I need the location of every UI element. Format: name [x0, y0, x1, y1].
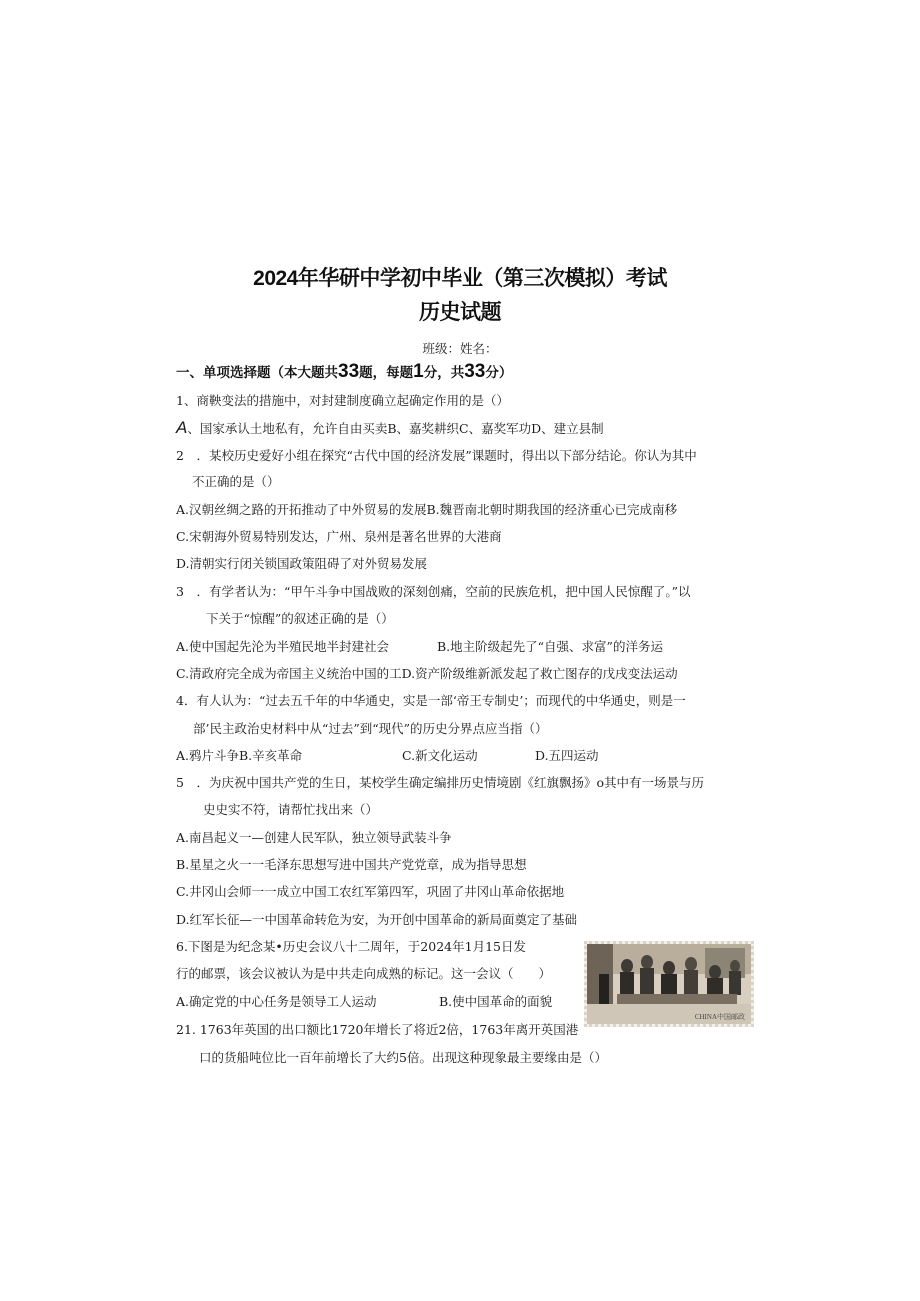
exam-title: 2024年华研中学初中毕业（第三次模拟）考试 [253, 267, 667, 290]
q5-option-a: A.南昌起义一—创建人民军队，独立领导武装斗争 [176, 830, 452, 845]
stamp-caption: CHINA中国邮政 [694, 1013, 745, 1021]
class-name-line: 班级：姓名： [422, 341, 498, 356]
q4-option-c: C.新文化运动 [402, 748, 478, 763]
q3-option-b: B.地主阶级起先了“自强、求富”的洋务运 [437, 639, 663, 654]
commemorative-stamp-image [584, 941, 754, 1027]
q3-option-cd: C.清政府完全成为帝国主义统治中国的工D.资产阶级维新派发起了救亡图存的戊戌变法运动 [176, 666, 678, 681]
q5-stem-line1: 5 ．为庆祝中国共产党的生日，某校学生确定编排历史情境剧《红旗飘扬》o其中有一场景与历 [176, 775, 704, 790]
q4-stem-line1: 4．有人认为：“过去五千年的中华通史，实是一部‘帝王专制史’；而现代的中华通史，则是一 [176, 693, 686, 708]
section-heading-suffix: 分） [485, 365, 513, 380]
section-heading [176, 361, 512, 383]
q5-option-d: D.红军长征—一中国革命转危为安，为开创中国革命的新局面奠定了基础 [176, 912, 578, 927]
q1-option-a-mark: A [176, 418, 188, 437]
q1-stem: 1、商鞅变法的措施中，对封建制度确立起确定作用的是（） [176, 393, 509, 408]
q2-option-d: D.清朝实行闭关锁国政策阻碍了对外贸易发展 [176, 556, 428, 571]
q4-option-d: D.五四运动 [535, 748, 599, 763]
exam-subtitle: 历史试题 [419, 301, 501, 324]
q3-stem-line2: 下关于“惊醒”的叙述正确的是（） [206, 611, 394, 626]
q4-option-ab: A.鸦片斗争B.辛亥革命 [176, 748, 303, 763]
section-heading-prefix: 一、单项选择题（本大题共 [176, 365, 338, 380]
q21-stem-line1: 21. 1763年英国的出口额比1720年增长了将近2倍，1763年离开英国港 [176, 1022, 579, 1037]
q5-option-c: C.井冈山会师一一成立中国工农红军第四军，巩固了井冈山革命依据地 [176, 884, 565, 899]
q5-option-b: B.星星之火一一毛泽东思想写进中国共产党党章，成为指导思想 [176, 857, 527, 872]
q6-stem-line1: 6.下图是为纪念某•历史会议八十二周年，于2024年1月15日发 [176, 939, 526, 954]
section-points-each: 1 [413, 361, 424, 382]
section-heading-mid2: 分，共 [423, 365, 465, 380]
q2-stem-line1: 2 ．某校历史爱好小组在探究“古代中国的经济发展”课题时，得出以下部分结论。你认为其中 [176, 448, 697, 463]
q1-options-text: 、国家承认土地私有，允许自由买卖B、嘉奖耕织C、嘉奖军功D、建立县制 [187, 421, 604, 436]
q21-stem-line2: 口的货船吨位比一百年前增长了大约5倍。出现这种现象最主要缘由是（） [199, 1050, 607, 1065]
q2-option-ab: A.汉朝丝绸之路的开拓推动了中外贸易的发展B.魏晋南北朝时期我国的经济重心已完成南移 [176, 502, 678, 517]
q2-option-c: C.宋朝海外贸易特别发达，广州、泉州是著名世界的大港商 [176, 529, 502, 544]
q3-stem-line1: 3 ．有学者认为：“甲午斗争中国战败的深刻创痛，空前的民族危机，把中国人民惊醒了。”以 [176, 584, 691, 599]
q1-options [176, 419, 604, 438]
q4-stem-line2: 部’民主政治史材料中从“过去”到“现代”的历史分界点应当指（） [193, 721, 548, 736]
q6-option-b: B.使中国革命的面貌 [439, 994, 553, 1009]
section-points-total: 33 [464, 361, 486, 382]
section-heading-mid1: 题，每题 [359, 365, 414, 380]
q6-stem-line2: 行的邮票，该会议被认为是中共走向成熟的标记。这一会议（ ） [176, 966, 552, 981]
section-question-count: 33 [338, 361, 360, 382]
q3-option-a: A.使中国起先沦为半殖民地半封建社会 [176, 639, 390, 654]
q6-option-a: A.确定党的中心任务是领导工人运动 [176, 994, 377, 1009]
q2-stem-line2: 不正确的是（） [192, 474, 280, 489]
q5-stem-line2: 史史实不符，请帮忙找出来（） [203, 802, 379, 817]
